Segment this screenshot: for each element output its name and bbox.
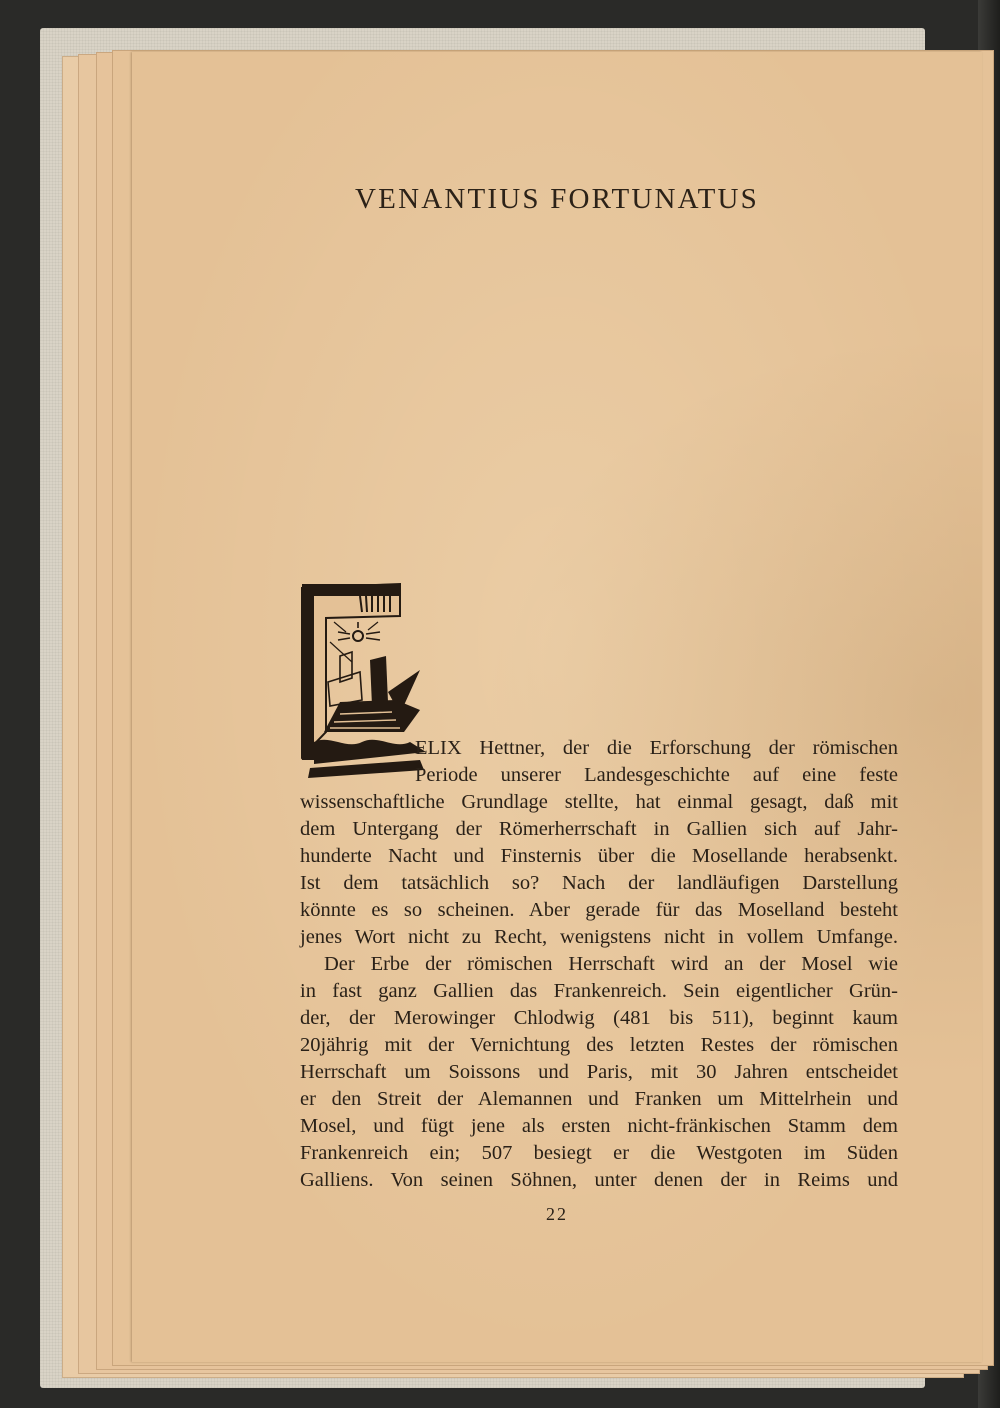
text-line: er den Streit der Alemannen und Franken um Mittelrhein und — [300, 1088, 898, 1110]
text-line: Ist dem tatsächlich so? Nach der landläufigen Darstellung — [300, 872, 898, 894]
text-line: wissenschaftliche Grundlage stellte, hat einmal gesagt, daß mit — [300, 791, 898, 813]
text-line: dem Untergang der Römerherrschaft in Gallien sich auf Jahr- — [300, 818, 898, 840]
text-line: ELIX Hettner, der die Erforschung der römischen — [415, 737, 898, 759]
chapter-title: VENANTIUS FORTUNATUS — [355, 183, 759, 215]
text-line: könnte es so scheinen. Aber gerade für das Moselland besteht — [300, 899, 898, 921]
text-line: 20jährig mit der Vernichtung des letzten Restes der römischen — [300, 1034, 898, 1056]
woodcut-initial-f-icon — [300, 582, 428, 780]
page-number: 22 — [546, 1204, 568, 1224]
text-line: Frankenreich ein; 507 besiegt er die Westgoten im Süden — [300, 1142, 898, 1164]
text-line: Periode unserer Landesgeschichte auf eine feste — [415, 764, 898, 786]
text-line: Der Erbe der römischen Herrschaft wird an der Mosel wie — [324, 953, 898, 975]
book-page — [132, 52, 982, 1362]
text-line: hunderte Nacht und Finsternis über die Mosellande herabsenkt. — [300, 845, 898, 867]
text-line: der, der Merowinger Chlodwig (481 bis 511), beginnt kaum — [300, 1007, 898, 1029]
text-line: jenes Wort nicht zu Recht, wenigstens nicht in vollem Umfange. — [300, 926, 898, 948]
text-line: in fast ganz Gallien das Frankenreich. Sein eigentlicher Grün- — [300, 980, 898, 1002]
text-line: Herrschaft um Soissons und Paris, mit 30 Jahren entscheidet — [300, 1061, 898, 1083]
text-line: Galliens. Von seinen Söhnen, unter denen der in Reims und — [300, 1169, 898, 1191]
text-line: Mosel, und fügt jene als ersten nicht-fränkischen Stamm dem — [300, 1115, 898, 1137]
